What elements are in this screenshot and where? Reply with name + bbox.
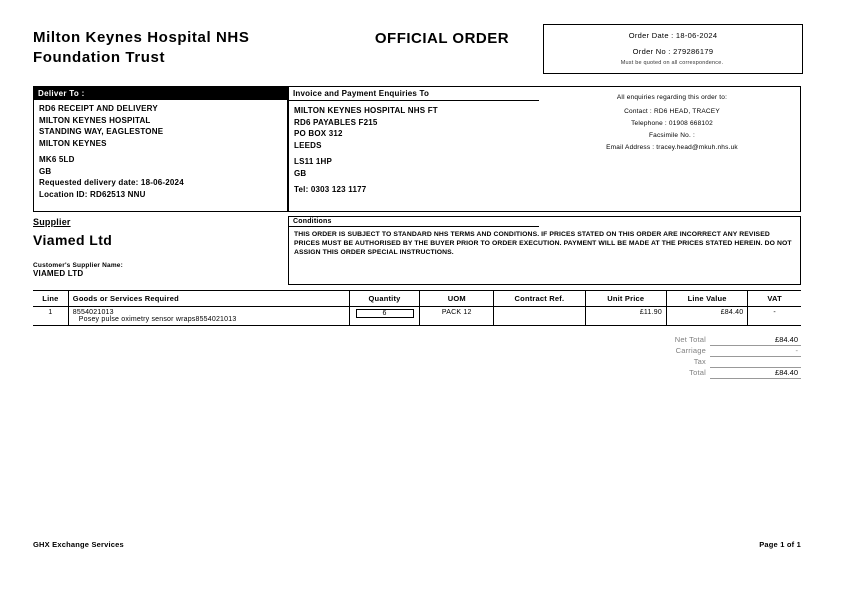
column-header-line-value: Line Value [666,291,747,307]
cell-vat: - [748,307,801,326]
deliver-to-block [33,86,288,212]
page-title: OFFICIAL ORDER [374,30,510,47]
table-header-row [33,291,801,307]
net-total-value: £84.40 [710,334,801,346]
order-date: Order Date : 18-06-2024 [628,31,718,40]
cell-contract-ref [494,307,585,326]
supplier-name: Viamed Ltd [33,232,113,248]
cell-line-value: £84.40 [666,307,747,326]
column-header-unit-price: Unit Price [585,291,666,307]
conditions-heading: Conditions [289,217,539,227]
quantity-value: 6 [356,309,414,318]
enquiries-email: Email Address : tracey.head@mkuh.nhs.uk [606,144,738,151]
column-header-uom: UOM [420,291,494,307]
deliver-to-heading: Deliver To : [34,87,287,100]
table-row [33,307,801,326]
goods-description: Posey pulse oximetry sensor wraps8554021013 [78,316,237,323]
organisation-name-line2: Foundation Trust [33,49,166,66]
total-row [640,367,801,378]
organisation-name [33,28,333,68]
order-number: Order No : 279286179 [632,47,714,56]
invoice-to-postcode: LS11 1HP [294,157,333,166]
invoice-to-line2: RD6 PAYABLES F215 [294,117,378,127]
invoice-to-address [289,103,539,198]
invoice-to-line3: PO BOX 312 [294,129,343,138]
customers-supplier-name-label: Customer's Supplier Name: [33,262,123,269]
carriage-row [640,345,801,356]
order-quote-note: Must be quoted on all correspondence. [620,60,724,66]
organisation-name-line1: Milton Keynes Hospital NHS [33,29,250,46]
cell-unit-price: £11.90 [585,307,666,326]
cell-quantity [349,307,420,326]
total-value: £84.40 [710,367,801,379]
enquiries-title: All enquiries regarding this order to: [616,94,728,101]
requested-delivery-date: Requested delivery date: 18-06-2024 [39,178,184,187]
tax-label: Tax [693,357,706,366]
enquiries-contact: Contact : RD6 HEAD, TRACEY [624,108,720,115]
order-reference-box [543,24,803,74]
customers-supplier-name: VIAMED LTD [33,269,84,278]
deliver-to-line1: RD6 RECEIPT AND DELIVERY [39,104,158,113]
tax-row [640,356,801,367]
carriage-label: Carriage [675,346,706,355]
column-header-contract-ref: Contract Ref. [494,291,585,307]
net-total-label: Net Total [674,335,706,344]
delivery-location-id: Location ID: RD62513 NNU [39,189,146,199]
deliver-to-line2: MILTON KEYNES HOSPITAL [39,115,151,125]
invoice-to-heading: Invoice and Payment Enquiries To [289,87,539,101]
deliver-to-line3: STANDING WAY, EAGLESTONE [39,127,164,136]
invoice-to-country: GB [294,168,307,178]
deliver-to-address [34,100,287,203]
line-items-table [33,290,801,326]
column-header-vat: VAT [748,291,801,307]
enquiries-telephone: Telephone : 01908 668102 [631,120,713,127]
column-header-line: Line [33,291,68,307]
deliver-to-country: GB [39,166,52,176]
cell-line-number: 1 [33,307,68,326]
footer-page-number: Page 1 of 1 [759,540,801,549]
column-header-quantity: Quantity [349,291,420,307]
totals-block [640,334,801,378]
invoice-and-enquiries-block [288,86,801,212]
conditions-text: THIS ORDER IS SUBJECT TO STANDARD NHS TERMS AND CONDITIONS. IF PRICES STATED ON THIS ORDER ARE INCORRECT ANY REVISED PRICES MUST BE AUTHORISED BY THE BUYER PRIOR TO ORDER EXECUTION. PAYMENT WILL BE MADE AT THE PRICES STATED HEREIN. DO NOT ASSIGN THIS ORDER SPECIAL INSTRUCTIONS. [294,231,792,256]
column-header-goods: Goods or Services Required [68,291,349,307]
enquiries-block [544,89,800,154]
net-total-row [640,334,801,345]
invoice-to-telephone: Tel: 0303 123 1177 [294,185,367,194]
supplier-label: Supplier [33,217,71,227]
deliver-to-postcode: MK6 5LD [39,155,75,164]
enquiries-facsimile: Facsimile No. : [649,132,695,139]
footer-service-name: GHX Exchange Services [33,540,124,549]
total-label: Total [689,368,706,377]
invoice-to-line1: MILTON KEYNES HOSPITAL NHS FT [294,106,438,115]
invoice-to-line4: LEEDS [294,140,322,150]
cell-uom: PACK 12 [420,307,494,326]
deliver-to-line4: MILTON KEYNES [39,138,107,148]
conditions-block [288,216,801,285]
cell-goods [68,307,349,326]
goods-code: 8554021013 [72,309,114,316]
carriage-value: - [710,345,801,357]
